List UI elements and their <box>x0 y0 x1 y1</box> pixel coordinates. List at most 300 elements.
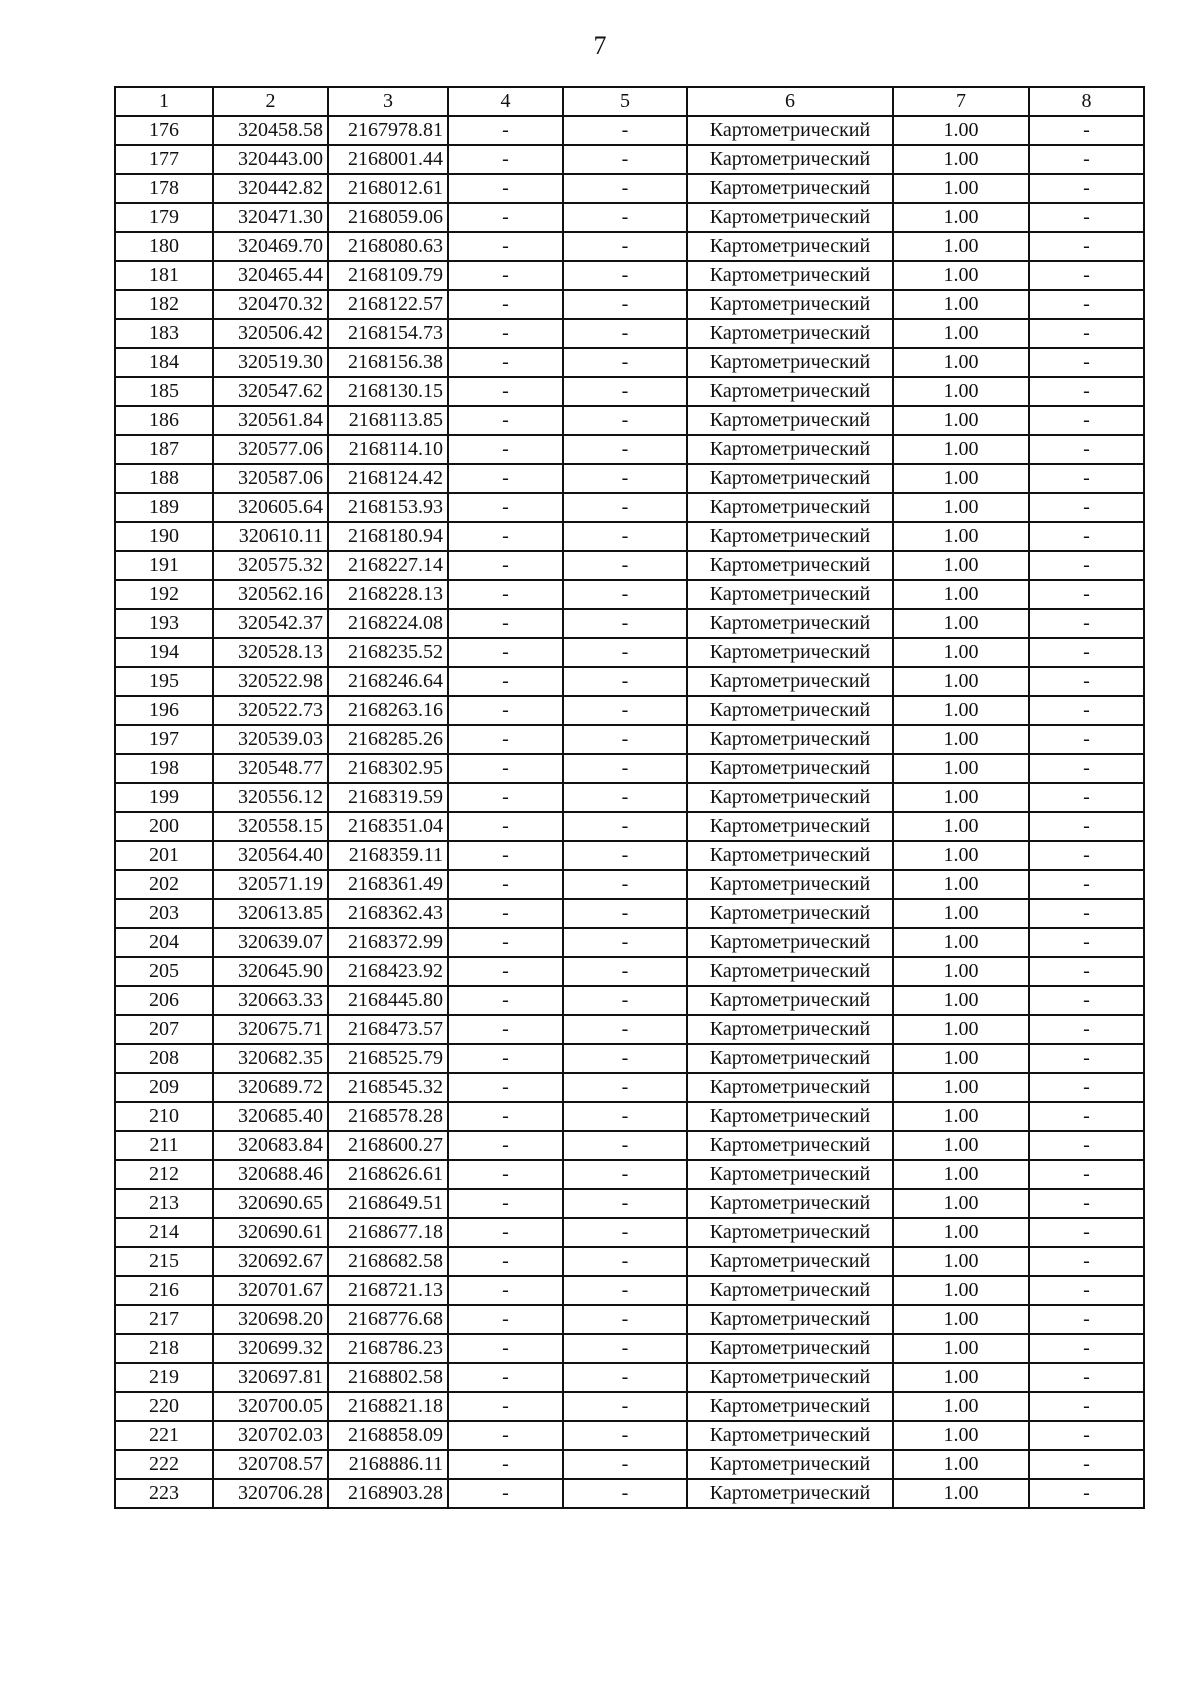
col5-value-cell: - <box>563 174 687 203</box>
x-coordinate-cell: 320561.84 <box>213 406 328 435</box>
point-number-cell: 198 <box>115 754 213 783</box>
y-coordinate-cell: 2168545.32 <box>328 1073 448 1102</box>
col5-value-cell: - <box>563 1160 687 1189</box>
accuracy-cell: 1.00 <box>893 145 1029 174</box>
col8-value-cell: - <box>1029 696 1144 725</box>
method-cell: Картометрический <box>687 1102 893 1131</box>
col8-value-cell: - <box>1029 986 1144 1015</box>
accuracy-cell: 1.00 <box>893 783 1029 812</box>
point-number-cell: 178 <box>115 174 213 203</box>
col4-value-cell: - <box>448 957 563 986</box>
col5-value-cell: - <box>563 551 687 580</box>
x-coordinate-cell: 320528.13 <box>213 638 328 667</box>
col4-value-cell: - <box>448 1218 563 1247</box>
col4-value-cell: - <box>448 754 563 783</box>
col5-value-cell: - <box>563 290 687 319</box>
point-number-cell: 183 <box>115 319 213 348</box>
point-number-cell: 210 <box>115 1102 213 1131</box>
col4-value-cell: - <box>448 1189 563 1218</box>
accuracy-cell: 1.00 <box>893 725 1029 754</box>
method-cell: Картометрический <box>687 928 893 957</box>
col5-value-cell: - <box>563 145 687 174</box>
col4-value-cell: - <box>448 696 563 725</box>
col4-value-cell: - <box>448 377 563 406</box>
y-coordinate-cell: 2168903.28 <box>328 1479 448 1508</box>
point-number-cell: 180 <box>115 232 213 261</box>
point-number-cell: 200 <box>115 812 213 841</box>
col4-value-cell: - <box>448 145 563 174</box>
col5-value-cell: - <box>563 870 687 899</box>
table-row <box>115 609 1144 638</box>
col8-value-cell: - <box>1029 1015 1144 1044</box>
col8-value-cell: - <box>1029 290 1144 319</box>
table-row <box>115 174 1144 203</box>
accuracy-cell: 1.00 <box>893 348 1029 377</box>
x-coordinate-cell: 320697.81 <box>213 1363 328 1392</box>
table-row <box>115 1044 1144 1073</box>
col4-value-cell: - <box>448 1160 563 1189</box>
col4-value-cell: - <box>448 493 563 522</box>
accuracy-cell: 1.00 <box>893 174 1029 203</box>
col8-value-cell: - <box>1029 406 1144 435</box>
table-row <box>115 203 1144 232</box>
point-number-cell: 195 <box>115 667 213 696</box>
accuracy-cell: 1.00 <box>893 290 1029 319</box>
point-number-cell: 221 <box>115 1421 213 1450</box>
y-coordinate-cell: 2168302.95 <box>328 754 448 783</box>
accuracy-cell: 1.00 <box>893 551 1029 580</box>
col5-value-cell: - <box>563 899 687 928</box>
accuracy-cell: 1.00 <box>893 1479 1029 1508</box>
x-coordinate-cell: 320675.71 <box>213 1015 328 1044</box>
table-row <box>115 841 1144 870</box>
col4-value-cell: - <box>448 1450 563 1479</box>
y-coordinate-cell: 2168649.51 <box>328 1189 448 1218</box>
col5-value-cell: - <box>563 261 687 290</box>
method-cell: Картометрический <box>687 1450 893 1479</box>
col8-value-cell: - <box>1029 1479 1144 1508</box>
col4-value-cell: - <box>448 1044 563 1073</box>
x-coordinate-cell: 320469.70 <box>213 232 328 261</box>
table-row <box>115 261 1144 290</box>
col8-value-cell: - <box>1029 174 1144 203</box>
y-coordinate-cell: 2168821.18 <box>328 1392 448 1421</box>
col8-value-cell: - <box>1029 464 1144 493</box>
col8-value-cell: - <box>1029 1450 1144 1479</box>
accuracy-cell: 1.00 <box>893 1421 1029 1450</box>
method-cell: Картометрический <box>687 957 893 986</box>
y-coordinate-cell: 2168786.23 <box>328 1334 448 1363</box>
method-cell: Картометрический <box>687 435 893 464</box>
x-coordinate-cell: 320587.06 <box>213 464 328 493</box>
y-coordinate-cell: 2168109.79 <box>328 261 448 290</box>
col5-value-cell: - <box>563 435 687 464</box>
x-coordinate-cell: 320522.73 <box>213 696 328 725</box>
table-row <box>115 1479 1144 1508</box>
col8-value-cell: - <box>1029 551 1144 580</box>
accuracy-cell: 1.00 <box>893 203 1029 232</box>
point-number-cell: 181 <box>115 261 213 290</box>
page-number: 7 <box>593 31 607 60</box>
accuracy-cell: 1.00 <box>893 1247 1029 1276</box>
y-coordinate-cell: 2168473.57 <box>328 1015 448 1044</box>
y-coordinate-cell: 2168180.94 <box>328 522 448 551</box>
point-number-cell: 203 <box>115 899 213 928</box>
method-cell: Картометрический <box>687 522 893 551</box>
x-coordinate-cell: 320613.85 <box>213 899 328 928</box>
point-number-cell: 188 <box>115 464 213 493</box>
table-row <box>115 1247 1144 1276</box>
y-coordinate-cell: 2168682.58 <box>328 1247 448 1276</box>
col8-value-cell: - <box>1029 1189 1144 1218</box>
point-number-cell: 199 <box>115 783 213 812</box>
col8-value-cell: - <box>1029 1363 1144 1392</box>
col4-value-cell: - <box>448 841 563 870</box>
col5-value-cell: - <box>563 493 687 522</box>
col8-value-cell: - <box>1029 1044 1144 1073</box>
table-row <box>115 1218 1144 1247</box>
col5-value-cell: - <box>563 1450 687 1479</box>
col4-value-cell: - <box>448 1479 563 1508</box>
col5-value-cell: - <box>563 957 687 986</box>
table-row <box>115 1160 1144 1189</box>
col8-value-cell: - <box>1029 1305 1144 1334</box>
x-coordinate-cell: 320547.62 <box>213 377 328 406</box>
method-cell: Картометрический <box>687 986 893 1015</box>
col5-value-cell: - <box>563 203 687 232</box>
column-header-7: 7 <box>893 87 1029 116</box>
table-row <box>115 928 1144 957</box>
x-coordinate-cell: 320663.33 <box>213 986 328 1015</box>
y-coordinate-cell: 2168114.10 <box>328 435 448 464</box>
accuracy-cell: 1.00 <box>893 1392 1029 1421</box>
accuracy-cell: 1.00 <box>893 609 1029 638</box>
accuracy-cell: 1.00 <box>893 754 1029 783</box>
point-number-cell: 191 <box>115 551 213 580</box>
table-row <box>115 522 1144 551</box>
x-coordinate-cell: 320689.72 <box>213 1073 328 1102</box>
accuracy-cell: 1.00 <box>893 986 1029 1015</box>
col5-value-cell: - <box>563 1218 687 1247</box>
col8-value-cell: - <box>1029 1247 1144 1276</box>
col8-value-cell: - <box>1029 899 1144 928</box>
y-coordinate-cell: 2168113.85 <box>328 406 448 435</box>
table-row <box>115 348 1144 377</box>
point-number-cell: 218 <box>115 1334 213 1363</box>
table-row <box>115 493 1144 522</box>
x-coordinate-cell: 320562.16 <box>213 580 328 609</box>
y-coordinate-cell: 2168224.08 <box>328 609 448 638</box>
col5-value-cell: - <box>563 754 687 783</box>
x-coordinate-cell: 320702.03 <box>213 1421 328 1450</box>
x-coordinate-cell: 320470.32 <box>213 290 328 319</box>
col4-value-cell: - <box>448 1334 563 1363</box>
y-coordinate-cell: 2168130.15 <box>328 377 448 406</box>
point-number-cell: 197 <box>115 725 213 754</box>
x-coordinate-cell: 320690.65 <box>213 1189 328 1218</box>
point-number-cell: 212 <box>115 1160 213 1189</box>
col8-value-cell: - <box>1029 667 1144 696</box>
x-coordinate-cell: 320564.40 <box>213 841 328 870</box>
col4-value-cell: - <box>448 986 563 1015</box>
col8-value-cell: - <box>1029 435 1144 464</box>
table-row <box>115 580 1144 609</box>
y-coordinate-cell: 2168154.73 <box>328 319 448 348</box>
method-cell: Картометрический <box>687 1305 893 1334</box>
accuracy-cell: 1.00 <box>893 667 1029 696</box>
accuracy-cell: 1.00 <box>893 1450 1029 1479</box>
x-coordinate-cell: 320605.64 <box>213 493 328 522</box>
method-cell: Картометрический <box>687 696 893 725</box>
table-row <box>115 1073 1144 1102</box>
x-coordinate-cell: 320610.11 <box>213 522 328 551</box>
accuracy-cell: 1.00 <box>893 1305 1029 1334</box>
y-coordinate-cell: 2168626.61 <box>328 1160 448 1189</box>
point-number-cell: 176 <box>115 116 213 145</box>
x-coordinate-cell: 320682.35 <box>213 1044 328 1073</box>
table-row <box>115 464 1144 493</box>
col8-value-cell: - <box>1029 1334 1144 1363</box>
accuracy-cell: 1.00 <box>893 1276 1029 1305</box>
accuracy-cell: 1.00 <box>893 377 1029 406</box>
x-coordinate-cell: 320442.82 <box>213 174 328 203</box>
y-coordinate-cell: 2168372.99 <box>328 928 448 957</box>
x-coordinate-cell: 320698.20 <box>213 1305 328 1334</box>
col4-value-cell: - <box>448 1015 563 1044</box>
col4-value-cell: - <box>448 1305 563 1334</box>
col8-value-cell: - <box>1029 493 1144 522</box>
x-coordinate-cell: 320443.00 <box>213 145 328 174</box>
method-cell: Картометрический <box>687 1363 893 1392</box>
method-cell: Картометрический <box>687 1073 893 1102</box>
table-row <box>115 870 1144 899</box>
point-number-cell: 222 <box>115 1450 213 1479</box>
col8-value-cell: - <box>1029 725 1144 754</box>
col5-value-cell: - <box>563 1479 687 1508</box>
col5-value-cell: - <box>563 1189 687 1218</box>
col5-value-cell: - <box>563 812 687 841</box>
method-cell: Картометрический <box>687 667 893 696</box>
method-cell: Картометрический <box>687 493 893 522</box>
y-coordinate-cell: 2168600.27 <box>328 1131 448 1160</box>
col5-value-cell: - <box>563 1363 687 1392</box>
point-number-cell: 202 <box>115 870 213 899</box>
col5-value-cell: - <box>563 116 687 145</box>
col8-value-cell: - <box>1029 522 1144 551</box>
accuracy-cell: 1.00 <box>893 638 1029 667</box>
x-coordinate-cell: 320685.40 <box>213 1102 328 1131</box>
method-cell: Картометрический <box>687 203 893 232</box>
method-cell: Картометрический <box>687 1392 893 1421</box>
accuracy-cell: 1.00 <box>893 493 1029 522</box>
col8-value-cell: - <box>1029 1421 1144 1450</box>
method-cell: Картометрический <box>687 145 893 174</box>
accuracy-cell: 1.00 <box>893 464 1029 493</box>
col8-value-cell: - <box>1029 1073 1144 1102</box>
col8-value-cell: - <box>1029 348 1144 377</box>
y-coordinate-cell: 2168886.11 <box>328 1450 448 1479</box>
col8-value-cell: - <box>1029 1160 1144 1189</box>
method-cell: Картометрический <box>687 1160 893 1189</box>
method-cell: Картометрический <box>687 261 893 290</box>
method-cell: Картометрический <box>687 406 893 435</box>
accuracy-cell: 1.00 <box>893 1102 1029 1131</box>
column-header-3: 3 <box>328 87 448 116</box>
table-row <box>115 1392 1144 1421</box>
table-row <box>115 957 1144 986</box>
accuracy-cell: 1.00 <box>893 580 1029 609</box>
x-coordinate-cell: 320458.58 <box>213 116 328 145</box>
y-coordinate-cell: 2168285.26 <box>328 725 448 754</box>
method-cell: Картометрический <box>687 580 893 609</box>
col5-value-cell: - <box>563 609 687 638</box>
accuracy-cell: 1.00 <box>893 1160 1029 1189</box>
table-row <box>115 783 1144 812</box>
x-coordinate-cell: 320690.61 <box>213 1218 328 1247</box>
accuracy-cell: 1.00 <box>893 319 1029 348</box>
method-cell: Картометрический <box>687 1044 893 1073</box>
table-row <box>115 1276 1144 1305</box>
method-cell: Картометрический <box>687 348 893 377</box>
point-number-cell: 184 <box>115 348 213 377</box>
col8-value-cell: - <box>1029 609 1144 638</box>
col5-value-cell: - <box>563 1015 687 1044</box>
col4-value-cell: - <box>448 464 563 493</box>
col4-value-cell: - <box>448 1073 563 1102</box>
point-number-cell: 192 <box>115 580 213 609</box>
coordinates-table <box>114 86 1145 1509</box>
x-coordinate-cell: 320645.90 <box>213 957 328 986</box>
method-cell: Картометрический <box>687 1479 893 1508</box>
table-row <box>115 1305 1144 1334</box>
col4-value-cell: - <box>448 1102 563 1131</box>
y-coordinate-cell: 2168235.52 <box>328 638 448 667</box>
y-coordinate-cell: 2168124.42 <box>328 464 448 493</box>
method-cell: Картометрический <box>687 609 893 638</box>
col8-value-cell: - <box>1029 1392 1144 1421</box>
method-cell: Картометрический <box>687 754 893 783</box>
accuracy-cell: 1.00 <box>893 261 1029 290</box>
table-header <box>115 87 1144 116</box>
col5-value-cell: - <box>563 406 687 435</box>
col8-value-cell: - <box>1029 1102 1144 1131</box>
col4-value-cell: - <box>448 899 563 928</box>
accuracy-cell: 1.00 <box>893 1015 1029 1044</box>
table-row <box>115 1363 1144 1392</box>
col8-value-cell: - <box>1029 1218 1144 1247</box>
col4-value-cell: - <box>448 812 563 841</box>
method-cell: Картометрический <box>687 464 893 493</box>
col5-value-cell: - <box>563 1073 687 1102</box>
col5-value-cell: - <box>563 1421 687 1450</box>
accuracy-cell: 1.00 <box>893 841 1029 870</box>
col4-value-cell: - <box>448 232 563 261</box>
col8-value-cell: - <box>1029 232 1144 261</box>
point-number-cell: 217 <box>115 1305 213 1334</box>
x-coordinate-cell: 320522.98 <box>213 667 328 696</box>
col5-value-cell: - <box>563 1102 687 1131</box>
table-row <box>115 899 1144 928</box>
x-coordinate-cell: 320706.28 <box>213 1479 328 1508</box>
point-number-cell: 219 <box>115 1363 213 1392</box>
y-coordinate-cell: 2168351.04 <box>328 812 448 841</box>
point-number-cell: 187 <box>115 435 213 464</box>
col5-value-cell: - <box>563 232 687 261</box>
x-coordinate-cell: 320548.77 <box>213 754 328 783</box>
table-row <box>115 1421 1144 1450</box>
col8-value-cell: - <box>1029 754 1144 783</box>
accuracy-cell: 1.00 <box>893 406 1029 435</box>
method-cell: Картометрический <box>687 1218 893 1247</box>
point-number-cell: 186 <box>115 406 213 435</box>
col4-value-cell: - <box>448 522 563 551</box>
table-row <box>115 377 1144 406</box>
method-cell: Картометрический <box>687 1421 893 1450</box>
col5-value-cell: - <box>563 319 687 348</box>
method-cell: Картометрический <box>687 783 893 812</box>
col5-value-cell: - <box>563 464 687 493</box>
col8-value-cell: - <box>1029 841 1144 870</box>
y-coordinate-cell: 2168721.13 <box>328 1276 448 1305</box>
x-coordinate-cell: 320708.57 <box>213 1450 328 1479</box>
col5-value-cell: - <box>563 783 687 812</box>
y-coordinate-cell: 2168319.59 <box>328 783 448 812</box>
x-coordinate-cell: 320571.19 <box>213 870 328 899</box>
col4-value-cell: - <box>448 551 563 580</box>
col8-value-cell: - <box>1029 783 1144 812</box>
column-header-6: 6 <box>687 87 893 116</box>
y-coordinate-cell: 2168263.16 <box>328 696 448 725</box>
table-row <box>115 232 1144 261</box>
point-number-cell: 208 <box>115 1044 213 1073</box>
col5-value-cell: - <box>563 928 687 957</box>
col4-value-cell: - <box>448 609 563 638</box>
point-number-cell: 193 <box>115 609 213 638</box>
accuracy-cell: 1.00 <box>893 870 1029 899</box>
col8-value-cell: - <box>1029 870 1144 899</box>
x-coordinate-cell: 320539.03 <box>213 725 328 754</box>
point-number-cell: 190 <box>115 522 213 551</box>
col5-value-cell: - <box>563 580 687 609</box>
col5-value-cell: - <box>563 986 687 1015</box>
accuracy-cell: 1.00 <box>893 1334 1029 1363</box>
point-number-cell: 206 <box>115 986 213 1015</box>
col5-value-cell: - <box>563 1247 687 1276</box>
accuracy-cell: 1.00 <box>893 928 1029 957</box>
table-row <box>115 1131 1144 1160</box>
col4-value-cell: - <box>448 1131 563 1160</box>
x-coordinate-cell: 320471.30 <box>213 203 328 232</box>
table-row <box>115 1015 1144 1044</box>
y-coordinate-cell: 2168156.38 <box>328 348 448 377</box>
y-coordinate-cell: 2168858.09 <box>328 1421 448 1450</box>
column-header-5: 5 <box>563 87 687 116</box>
x-coordinate-cell: 320692.67 <box>213 1247 328 1276</box>
x-coordinate-cell: 320542.37 <box>213 609 328 638</box>
table-row <box>115 725 1144 754</box>
point-number-cell: 196 <box>115 696 213 725</box>
col5-value-cell: - <box>563 1305 687 1334</box>
x-coordinate-cell: 320577.06 <box>213 435 328 464</box>
method-cell: Картометрический <box>687 1247 893 1276</box>
col8-value-cell: - <box>1029 116 1144 145</box>
y-coordinate-cell: 2168362.43 <box>328 899 448 928</box>
col5-value-cell: - <box>563 1392 687 1421</box>
x-coordinate-cell: 320519.30 <box>213 348 328 377</box>
col4-value-cell: - <box>448 1363 563 1392</box>
point-number-cell: 209 <box>115 1073 213 1102</box>
method-cell: Картометрический <box>687 290 893 319</box>
